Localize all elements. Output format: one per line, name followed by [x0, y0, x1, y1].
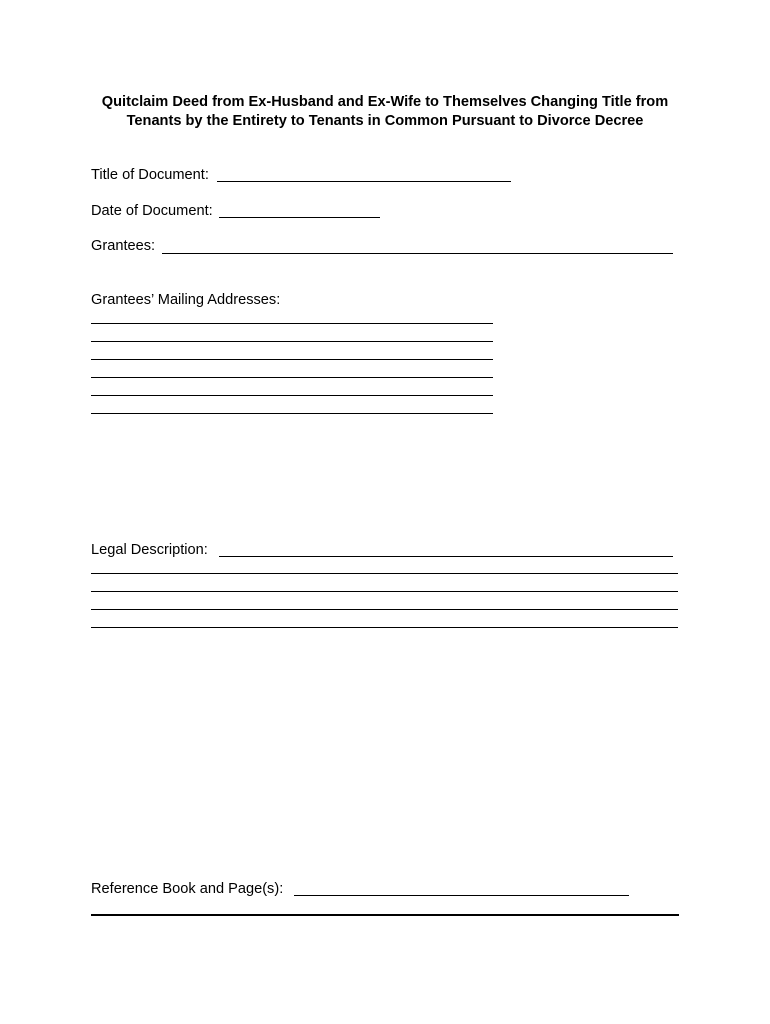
mailing-address-line[interactable]: [91, 359, 493, 360]
legal-description-line[interactable]: [91, 573, 678, 574]
title-of-document-label: Title of Document:: [91, 167, 209, 183]
mailing-address-line[interactable]: [91, 377, 493, 378]
section-divider: [91, 914, 679, 916]
legal-description-label: Legal Description:: [91, 542, 208, 558]
legal-description-line[interactable]: [219, 556, 673, 557]
grantees-line[interactable]: [162, 253, 673, 254]
mailing-address-line[interactable]: [91, 413, 493, 414]
document-title-line-1: Quitclaim Deed from Ex-Husband and Ex-Wife to Themselves Changing Title from: [101, 94, 669, 110]
reference-book-line[interactable]: [294, 895, 629, 896]
document-title-line-2: Tenants by the Entirety to Tenants in Common Pursuant to Divorce Decree: [126, 113, 644, 129]
mailing-address-line[interactable]: [91, 395, 493, 396]
legal-description-line[interactable]: [91, 591, 678, 592]
grantees-label: Grantees:: [91, 238, 156, 254]
mailing-address-line[interactable]: [91, 323, 493, 324]
grantees-mailing-addresses-label: Grantees’ Mailing Addresses:: [91, 292, 281, 308]
legal-description-line[interactable]: [91, 609, 678, 610]
title-of-document-line[interactable]: [217, 181, 511, 182]
legal-description-line[interactable]: [91, 627, 678, 628]
document-title: [60, 93, 710, 131]
date-of-document-line[interactable]: [219, 217, 380, 218]
reference-book-label: Reference Book and Page(s):: [91, 881, 284, 897]
date-of-document-label: Date of Document:: [91, 203, 213, 219]
mailing-address-line[interactable]: [91, 341, 493, 342]
